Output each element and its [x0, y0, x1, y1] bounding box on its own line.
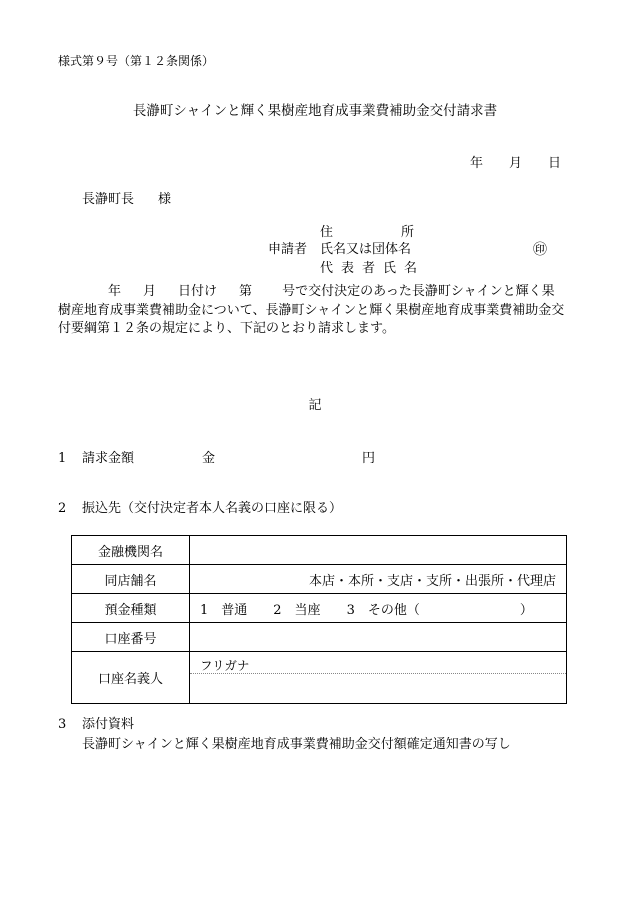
- document-title: 長瀞町シャインと輝く果樹産地育成事業費補助金交付請求書: [132, 103, 498, 119]
- account-type-other-close: ）: [519, 602, 533, 618]
- applicant-name-label: 氏名又は団体名: [320, 242, 412, 257]
- account-holder-field[interactable]: [190, 674, 566, 703]
- section2-label: 振込先（交付決定者本人名義の口座に限る）: [82, 501, 343, 516]
- date-year-label: 年: [470, 156, 484, 171]
- addressee: [82, 193, 171, 206]
- section2-number: 2: [58, 501, 67, 516]
- table-row: [72, 594, 567, 623]
- bank-name-field[interactable]: [190, 536, 567, 565]
- attachment-item: 長瀞町シャインと輝く果樹産地育成事業費補助金交付額確定通知書の写し: [82, 737, 511, 752]
- ki-heading: 記: [308, 398, 322, 413]
- bank-account-table: [71, 535, 567, 704]
- branch-name-label: 同店舗名: [72, 565, 190, 594]
- furigana-field[interactable]: [190, 652, 566, 674]
- account-type-options[interactable]: [190, 594, 567, 623]
- account-type-ordinary[interactable]: 1 普通: [200, 602, 248, 618]
- form-number: 様式第９号（第１２条関係）: [58, 54, 215, 68]
- applicant-rep-label: 代表者氏名: [320, 261, 426, 276]
- section1-yen: 円: [362, 451, 376, 466]
- body-line-1: 年 月 日付け 第 号で交付決定のあった長瀞町シャインと輝く果: [108, 284, 555, 299]
- body-line-3: 付要綱第１２条の規定により、下記のとおり請求します。: [58, 321, 395, 336]
- table-row: [72, 565, 567, 594]
- date-day-label: 日: [548, 156, 562, 171]
- applicant-label: 申請者: [268, 242, 308, 257]
- table-row: [72, 536, 567, 565]
- table-row: [72, 623, 567, 652]
- section1-kin: 金: [202, 451, 216, 466]
- account-number-field[interactable]: [190, 623, 567, 652]
- table-row: [72, 652, 567, 704]
- applicant-address-label: 住所: [320, 225, 483, 240]
- account-holder-cell: [190, 652, 567, 704]
- account-type-label: 預金種類: [72, 594, 190, 623]
- branch-options[interactable]: 本店・本所・支店・支所・出張所・代理店: [190, 565, 567, 594]
- account-holder-label: 口座名義人: [72, 652, 190, 704]
- account-number-label: 口座番号: [72, 623, 190, 652]
- section1-number: 1: [58, 451, 67, 466]
- date-month-label: 月: [509, 156, 523, 171]
- section3-label: 添付資料: [82, 717, 135, 732]
- addressee-name: 長瀞町長: [82, 192, 135, 207]
- furigana-label: フリガナ: [200, 658, 250, 673]
- section1-label: 請求金額: [82, 451, 135, 466]
- body-line-2: 樹産地育成事業費補助金について、長瀞町シャインと輝く果樹産地育成事業費補助金交: [58, 302, 565, 318]
- bank-name-label: 金融機関名: [72, 536, 190, 565]
- addressee-honorific: 様: [158, 192, 172, 207]
- request-body: [58, 283, 578, 339]
- account-type-other[interactable]: 3 その他（: [346, 602, 420, 618]
- section3-number: 3: [58, 717, 67, 732]
- date-line: [470, 157, 561, 170]
- seal-mark: ㊞: [533, 242, 547, 258]
- account-type-current[interactable]: 2 当座: [273, 602, 321, 618]
